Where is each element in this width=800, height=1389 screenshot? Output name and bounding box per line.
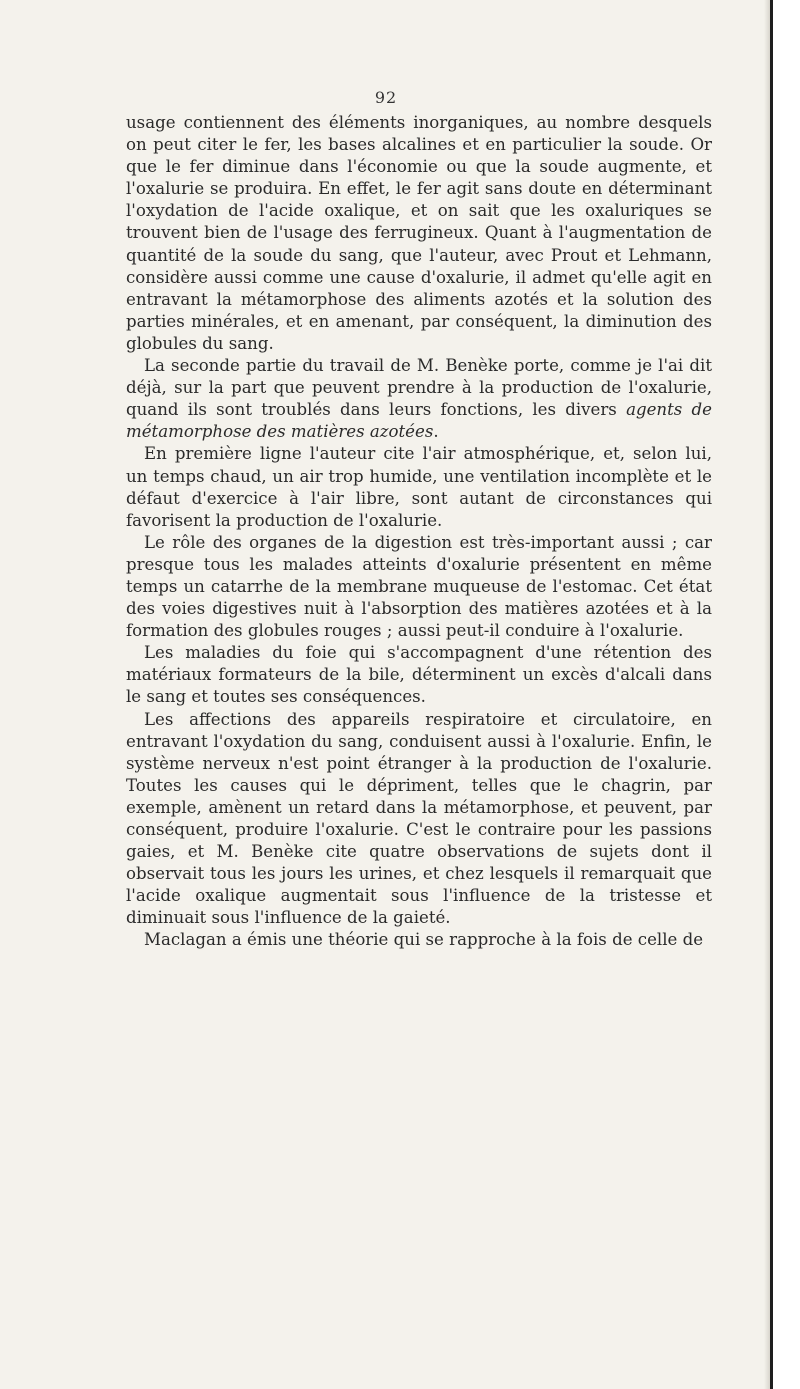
text-segment: Les affections des appareils respiratoire et circulatoire, en entravant l'oxydation du sang, conduisent aussi à l'oxalurie. Enfin, le système nerveux n'est point étranger à la production de l'oxalurie. Toutes les causes qui le dépriment, telles que le chagrin, par exemple, amènent un retard dans la métamorphose, et peuvent, par conséquent, produire l'oxalurie. C'est le contraire pour les passions gaies, et M. Benèke cite quatre observations de sujets dont il observait tous les jours les urines, et chez lesquels il remarquait que l'acide oxalique augmentait sous l'influence de la tristesse et diminuait sous l'influence de la gaieté. [126,709,712,928]
paragraph-p6 [126,709,712,930]
page-number: 92 [374,88,398,107]
text-segment: . [433,422,439,442]
paragraph-p3 [126,443,712,531]
page-text-body [126,112,712,952]
text-segment: Maclagan a émis une théorie qui se rapproche à la fois de celle de [144,930,704,950]
italic-phrase: agents de métamorphose des matières azotées [126,400,712,442]
paragraph-p4 [126,532,712,642]
text-segment: Le rôle des organes de la digestion est très-important aussi ; car presque tous les malades atteints d'oxalurie présentent en même temps un catarrhe de la membrane muqueuse de l'estomac. Cet état des voies digestives nuit à l'absorption des matières azotées et à la formation des globules rouges ; aussi peut-il conduire à l'oxalurie. [126,532,712,641]
paragraph-p2 [126,355,712,443]
page-binding-edge [770,0,773,1389]
paragraph-p7 [126,929,712,951]
paragraph-p5 [126,642,712,708]
paragraph-p1 [126,112,712,355]
text-segment: Les maladies du foie qui s'accompagnent d'une rétention des matériaux formateurs de la bile, déterminent un excès d'alcali dans le sang et toutes ses conséquences. [126,643,712,707]
text-segment: La seconde partie du travail de M. Benèke porte, comme je l'ai dit déjà, sur la part que peuvent prendre à la production de l'oxalurie, quand ils sont troublés dans leurs fonctions, les divers [126,356,712,420]
text-segment: usage contiennent des éléments inorganiques, au nombre desquels on peut citer le fer, les bases alcalines et en particulier la soude. Or que le fer diminue dans l'économie ou que la soude augmente, et l'oxalurie se produira. En effet, le fer agit sans doute en déterminant l'oxydation de l'acide oxalique, et on sait que les oxaluriques se trouvent bien de l'usage des ferrugineux. Quant à l'augmentation de quantité de la soude du sang, que l'auteur, avec Prout et Lehmann, considère aussi comme une cause d'oxalurie, il admet qu'elle agit en entravant la métamorphose des aliments azotés et la solution des parties minérales, et en amenant, par conséquent, la diminution des globules du sang. [126,113,712,353]
text-segment: En première ligne l'auteur cite l'air atmosphérique, et, selon lui, un temps chaud, un air trop humide, une ventilation incomplète et le défaut d'exercice à l'air libre, sont autant de circonstances qui favorisent la production de l'oxalurie. [126,444,712,530]
